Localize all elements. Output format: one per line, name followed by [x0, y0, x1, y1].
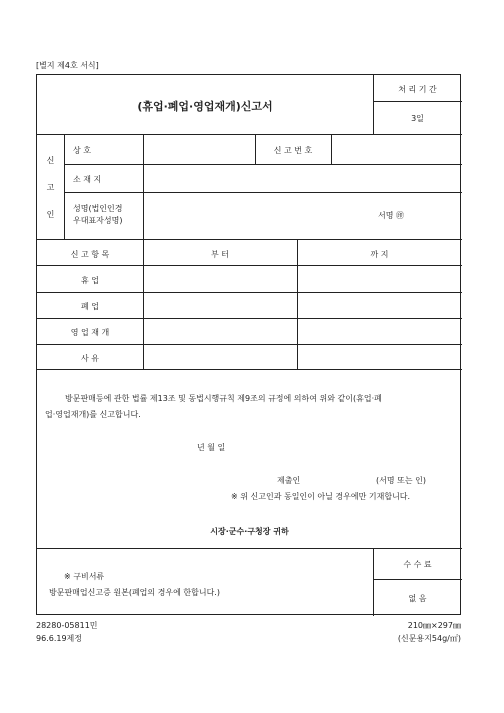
applicant-side-char: 인: [46, 210, 55, 219]
applicant-side-char: 고: [46, 183, 55, 192]
applicant-side-char: 신: [46, 156, 55, 165]
attachments-doc: 방문판매업신고증 원본(폐업의 경우에 한합니다.): [49, 588, 220, 597]
footer-code: 28280-05811민: [36, 621, 98, 630]
footer-size: 210㎜×297㎜: [407, 621, 461, 630]
form-title: (휴업·폐업·영업재개)신고서: [137, 100, 273, 113]
address-field[interactable]: [145, 166, 460, 190]
fee-label: 수 수 료: [403, 560, 432, 569]
name-field[interactable]: [145, 194, 375, 237]
addressee: 시장·군수·구청장 귀하: [210, 527, 289, 536]
divider: [37, 369, 462, 370]
attachments-label: ※ 구비서류: [64, 572, 105, 581]
report-number-field[interactable]: [333, 136, 460, 162]
declaration-line1: 방문판매등에 관한 법률 제13조 및 동법시행규칙 제9조의 규정에 의하여 위와 같이(휴업·폐: [65, 394, 382, 403]
divider: [37, 318, 462, 319]
divider: [64, 192, 462, 193]
divider: [37, 548, 462, 549]
processing-period-value: 3일: [411, 114, 424, 123]
submitter-note: ※ 위 신고인과 동일인이 아닐 경우에만 기재합니다.: [231, 492, 411, 501]
report-number-label: 신 고 번 호: [273, 146, 313, 155]
item-label-closure: 휴 업: [81, 276, 99, 285]
signature-seal: 서명 ㊞: [378, 211, 404, 220]
item-label-shutdown: 폐 업: [81, 302, 99, 311]
name-label-line1: 성명(법인인경: [73, 204, 123, 213]
report-form: [36, 74, 461, 615]
form-number-label: [별지 제4호 서식]: [36, 61, 99, 70]
divider: [143, 134, 144, 239]
footer-paper: (신문용지54g/㎡): [397, 634, 461, 643]
trade-name-field[interactable]: [145, 136, 253, 162]
date-line: 년 월 일: [197, 443, 226, 452]
name-label-line2: 우대표자성명): [73, 216, 123, 225]
trade-name-label: 상 호: [73, 146, 91, 155]
items-header-to: 까 지: [370, 250, 389, 259]
item-label-reason: 사 유: [81, 354, 99, 363]
divider: [37, 292, 462, 293]
divider: [37, 239, 462, 240]
items-header-from: 부 터: [211, 250, 229, 259]
fee-value: 없 음: [408, 594, 427, 603]
divider: [37, 265, 462, 266]
divider: [331, 134, 332, 164]
footer-date: 96.6.19제정: [36, 634, 82, 643]
signature-note: (서명 또는 인): [376, 476, 426, 485]
submitter-label: 제출인: [277, 476, 301, 485]
items-header-item: 신 고 항 목: [70, 250, 110, 259]
item-label-resume: 영 업 재 개: [70, 328, 110, 337]
divider: [64, 164, 462, 165]
divider: [373, 579, 462, 580]
divider: [37, 134, 462, 135]
address-label: 소 재 지: [73, 175, 102, 184]
processing-period-label: 처 리 기 간: [398, 85, 437, 94]
divider: [37, 344, 462, 345]
declaration-line2: 업·영업재개)를 신고합니다.: [45, 410, 141, 419]
divider: [64, 134, 65, 239]
divider: [373, 101, 462, 102]
